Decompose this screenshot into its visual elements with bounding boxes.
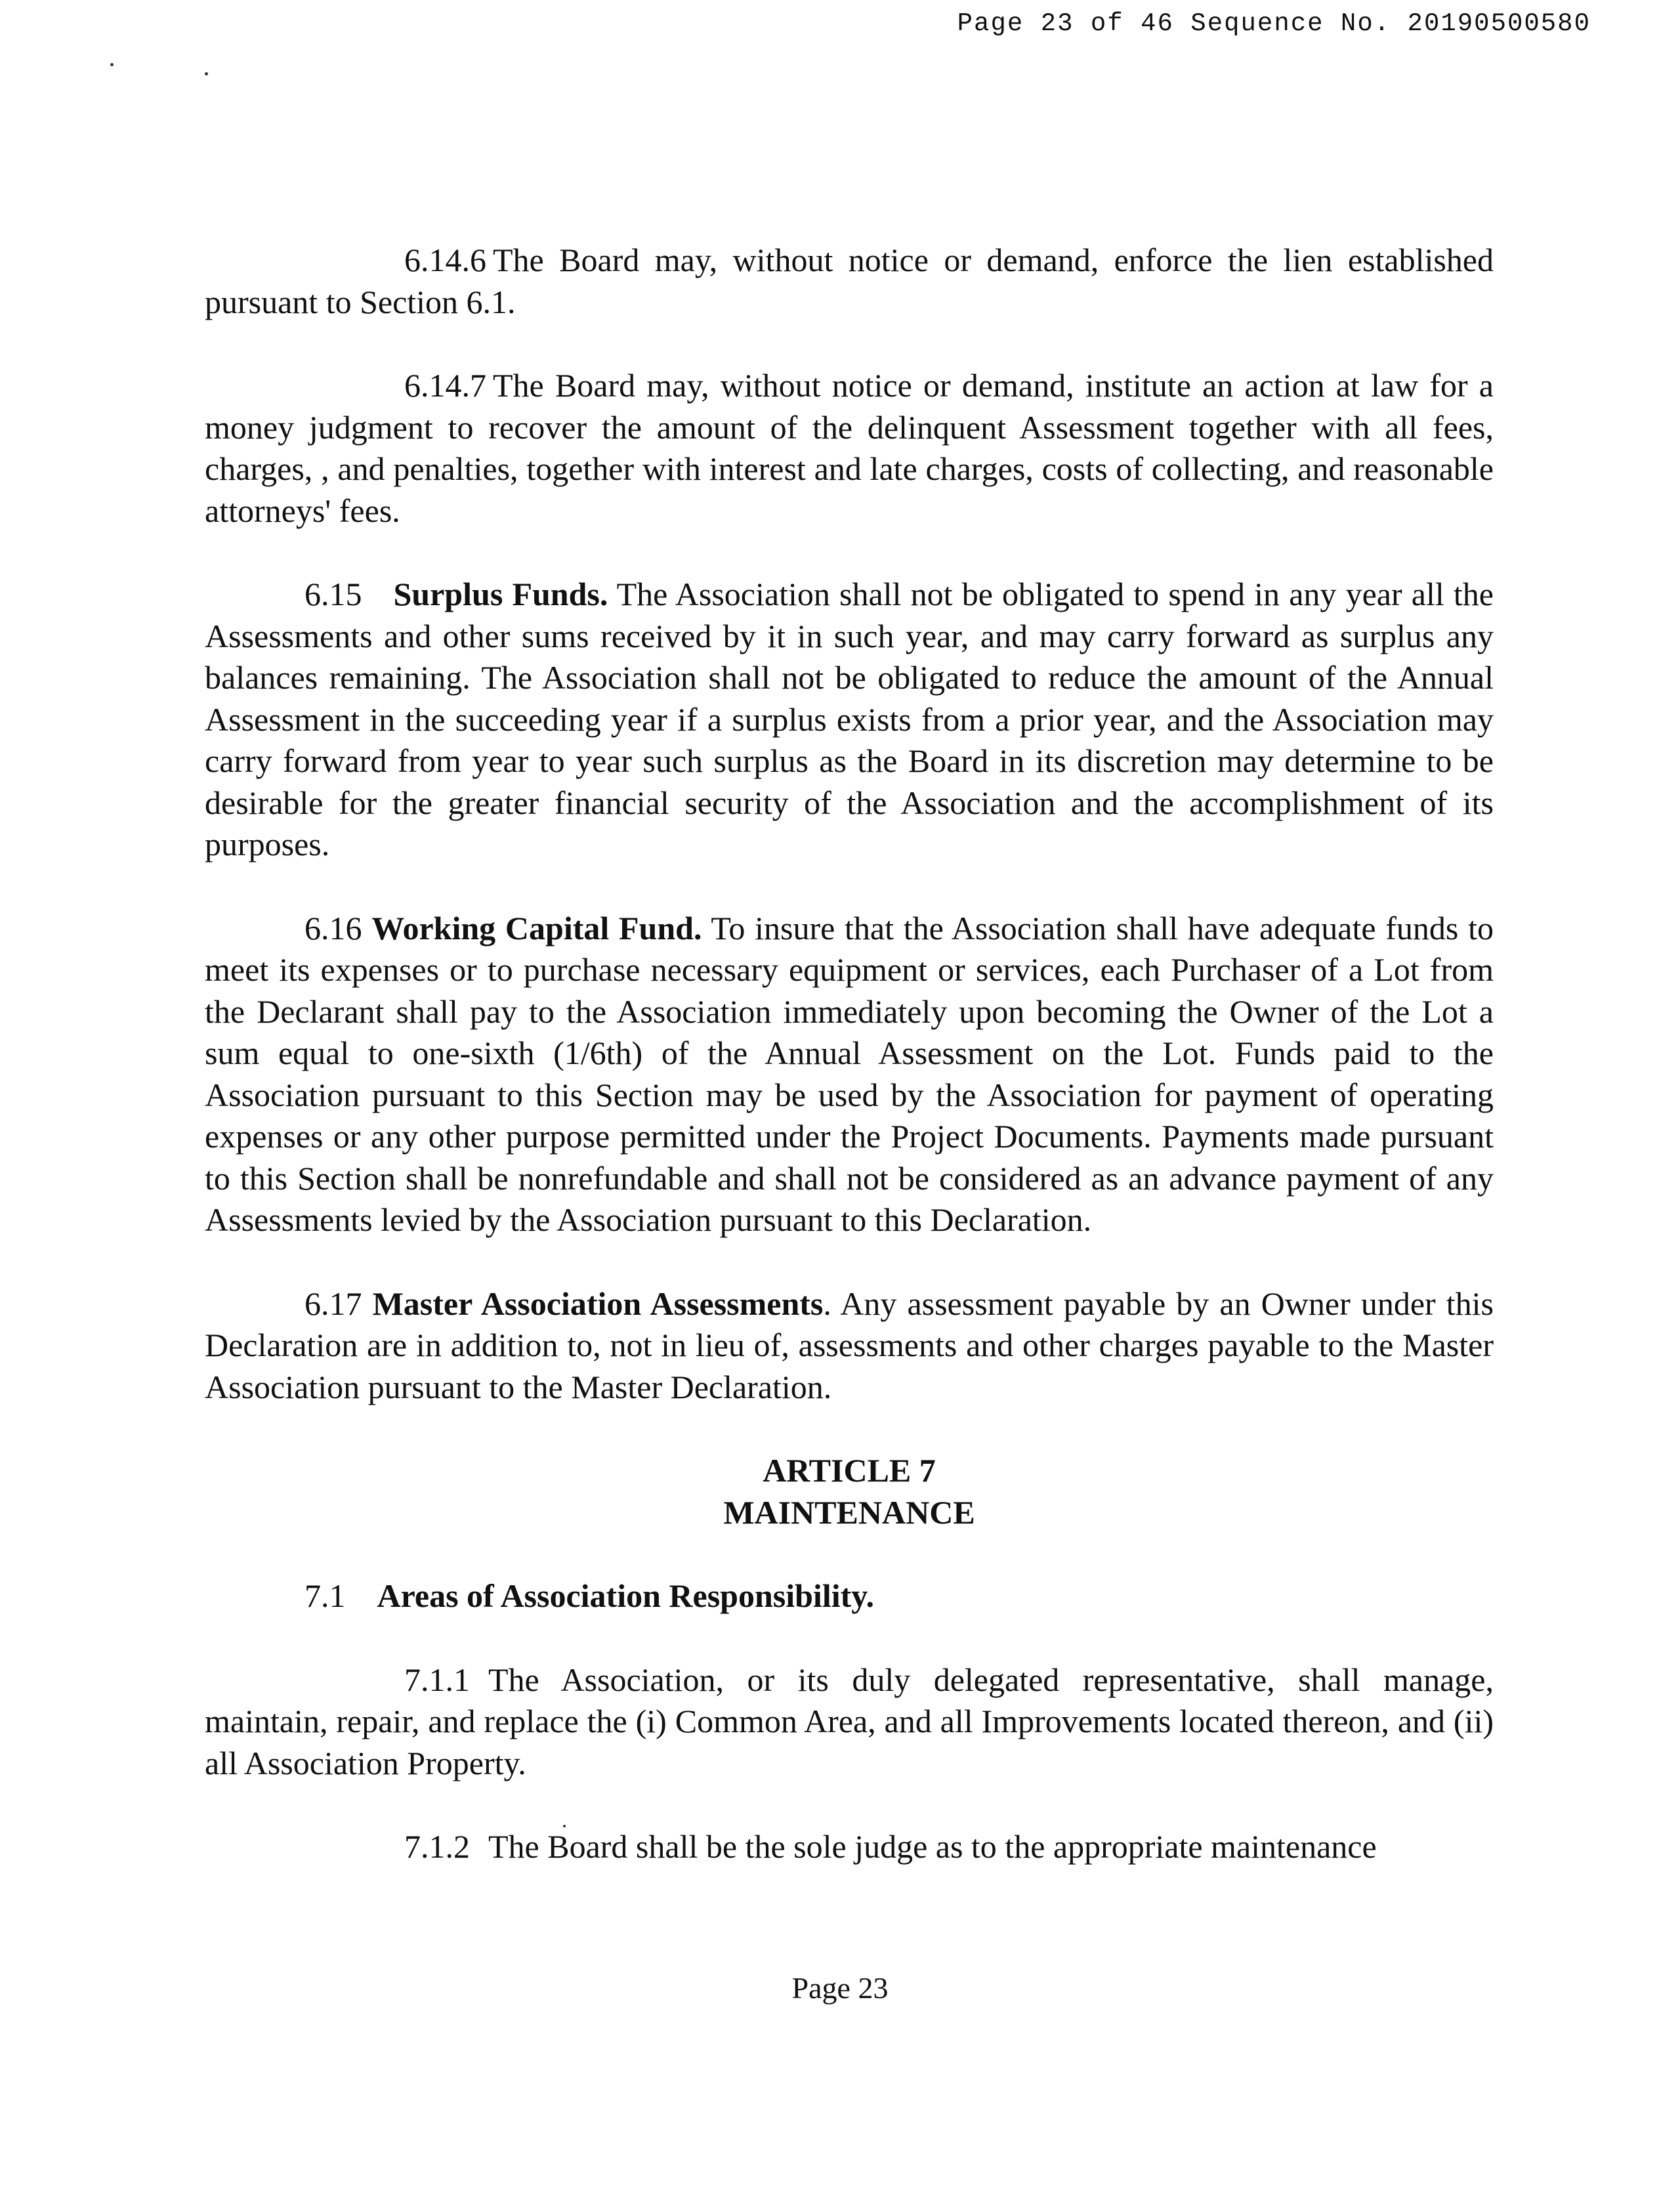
article-title: MAINTENANCE	[723, 1493, 975, 1531]
scan-speck	[110, 63, 114, 66]
section-number: 6.14.6	[404, 242, 486, 278]
section-number: 6.17	[304, 1285, 362, 1322]
section-7-1-2	[205, 1826, 1494, 1868]
section-6-15	[205, 574, 1494, 866]
section-title: Master Association Assessments	[372, 1285, 824, 1322]
section-number: 7.1.1	[404, 1661, 470, 1698]
section-text: To insure that the Association shall have adequate funds to meet its expenses or to purchase necessary equipment or services, each Purchaser of a Lot from the Declarant shall pay to the Association immediately upon becoming the Owner of the Lot a sum equal to one-sixth (1/6th) of the Annual Assessment on the Lot. Funds paid to the Association pursuant to this Section may be used by the Association for payment of operating expenses or any other purpose permitted under the Project Documents. Payments made pursuant to this Section shall be nonrefundable and shall not be considered as an advance payment of any Assessments levied by the Association pursuant to this Declaration.	[205, 909, 1494, 1238]
sequence-stamp: Page 23 of 46 Sequence No. 20190500580	[957, 9, 1591, 38]
section-6-14-6	[205, 240, 1494, 323]
page-number: Page 23	[791, 1971, 889, 2005]
section-number: 6.15	[304, 576, 362, 612]
section-text: The Association, or its duly delegated representative, shall manage, maintain, repair, and replace the (i) Common Area, and all Improvements located thereon, and (ii) all Association Property.	[205, 1661, 1494, 1781]
section-text: The Board may, without notice or demand, enforce the lien established pursuant to Section 6.1.	[205, 242, 1494, 320]
section-6-17	[205, 1283, 1494, 1409]
section-title: Surplus Funds.	[393, 576, 608, 612]
section-7-1-1	[205, 1659, 1494, 1785]
section-number: 7.1.2	[404, 1828, 470, 1865]
section-text: . Any assessment payable by an Owner under this Declaration are in addition to, not in lieu of, assessments and other charges payable to the Master Association pursuant to the Master Declaration.	[205, 1285, 1494, 1405]
section-text: The Association shall not be obligated to spend in any year all the Assessments and other sums received by it in such year, and may carry forward as surplus any balances remaining. The Association shall not be obligated to reduce the amount of the Annual Assessment in the succeeding year if a surplus exists from a prior year, and the Association may carry forward from year to year such surplus as the Board in its discretion may determine to be desirable for the greater financial security of the Association and the accomplishment of its purposes.	[205, 576, 1494, 863]
section-number: 6.14.7	[404, 367, 486, 404]
section-title: Working Capital Fund.	[371, 909, 702, 947]
article-heading	[205, 1450, 1494, 1533]
section-6-16	[205, 908, 1494, 1241]
document-body	[205, 240, 1494, 1910]
article-label: ARTICLE 7	[763, 1452, 936, 1489]
section-number: 7.1	[304, 1577, 346, 1614]
section-text: The Board may, without notice or demand, institute an action at law for a money judgment to recover the amount of the delinquent Assessment together with all fees, charges, , and penalties, together with interest and late charges, costs of collecting, and reasonable attorneys' fees.	[205, 367, 1494, 529]
section-title: Areas of Association Responsibility.	[377, 1577, 874, 1614]
section-6-14-7	[205, 365, 1494, 532]
section-number: 6.16	[304, 909, 362, 947]
section-text: The Board shall be the sole judge as to the appropriate maintenance	[488, 1828, 1377, 1865]
section-7-1	[205, 1575, 1494, 1617]
scan-speck	[205, 72, 208, 75]
